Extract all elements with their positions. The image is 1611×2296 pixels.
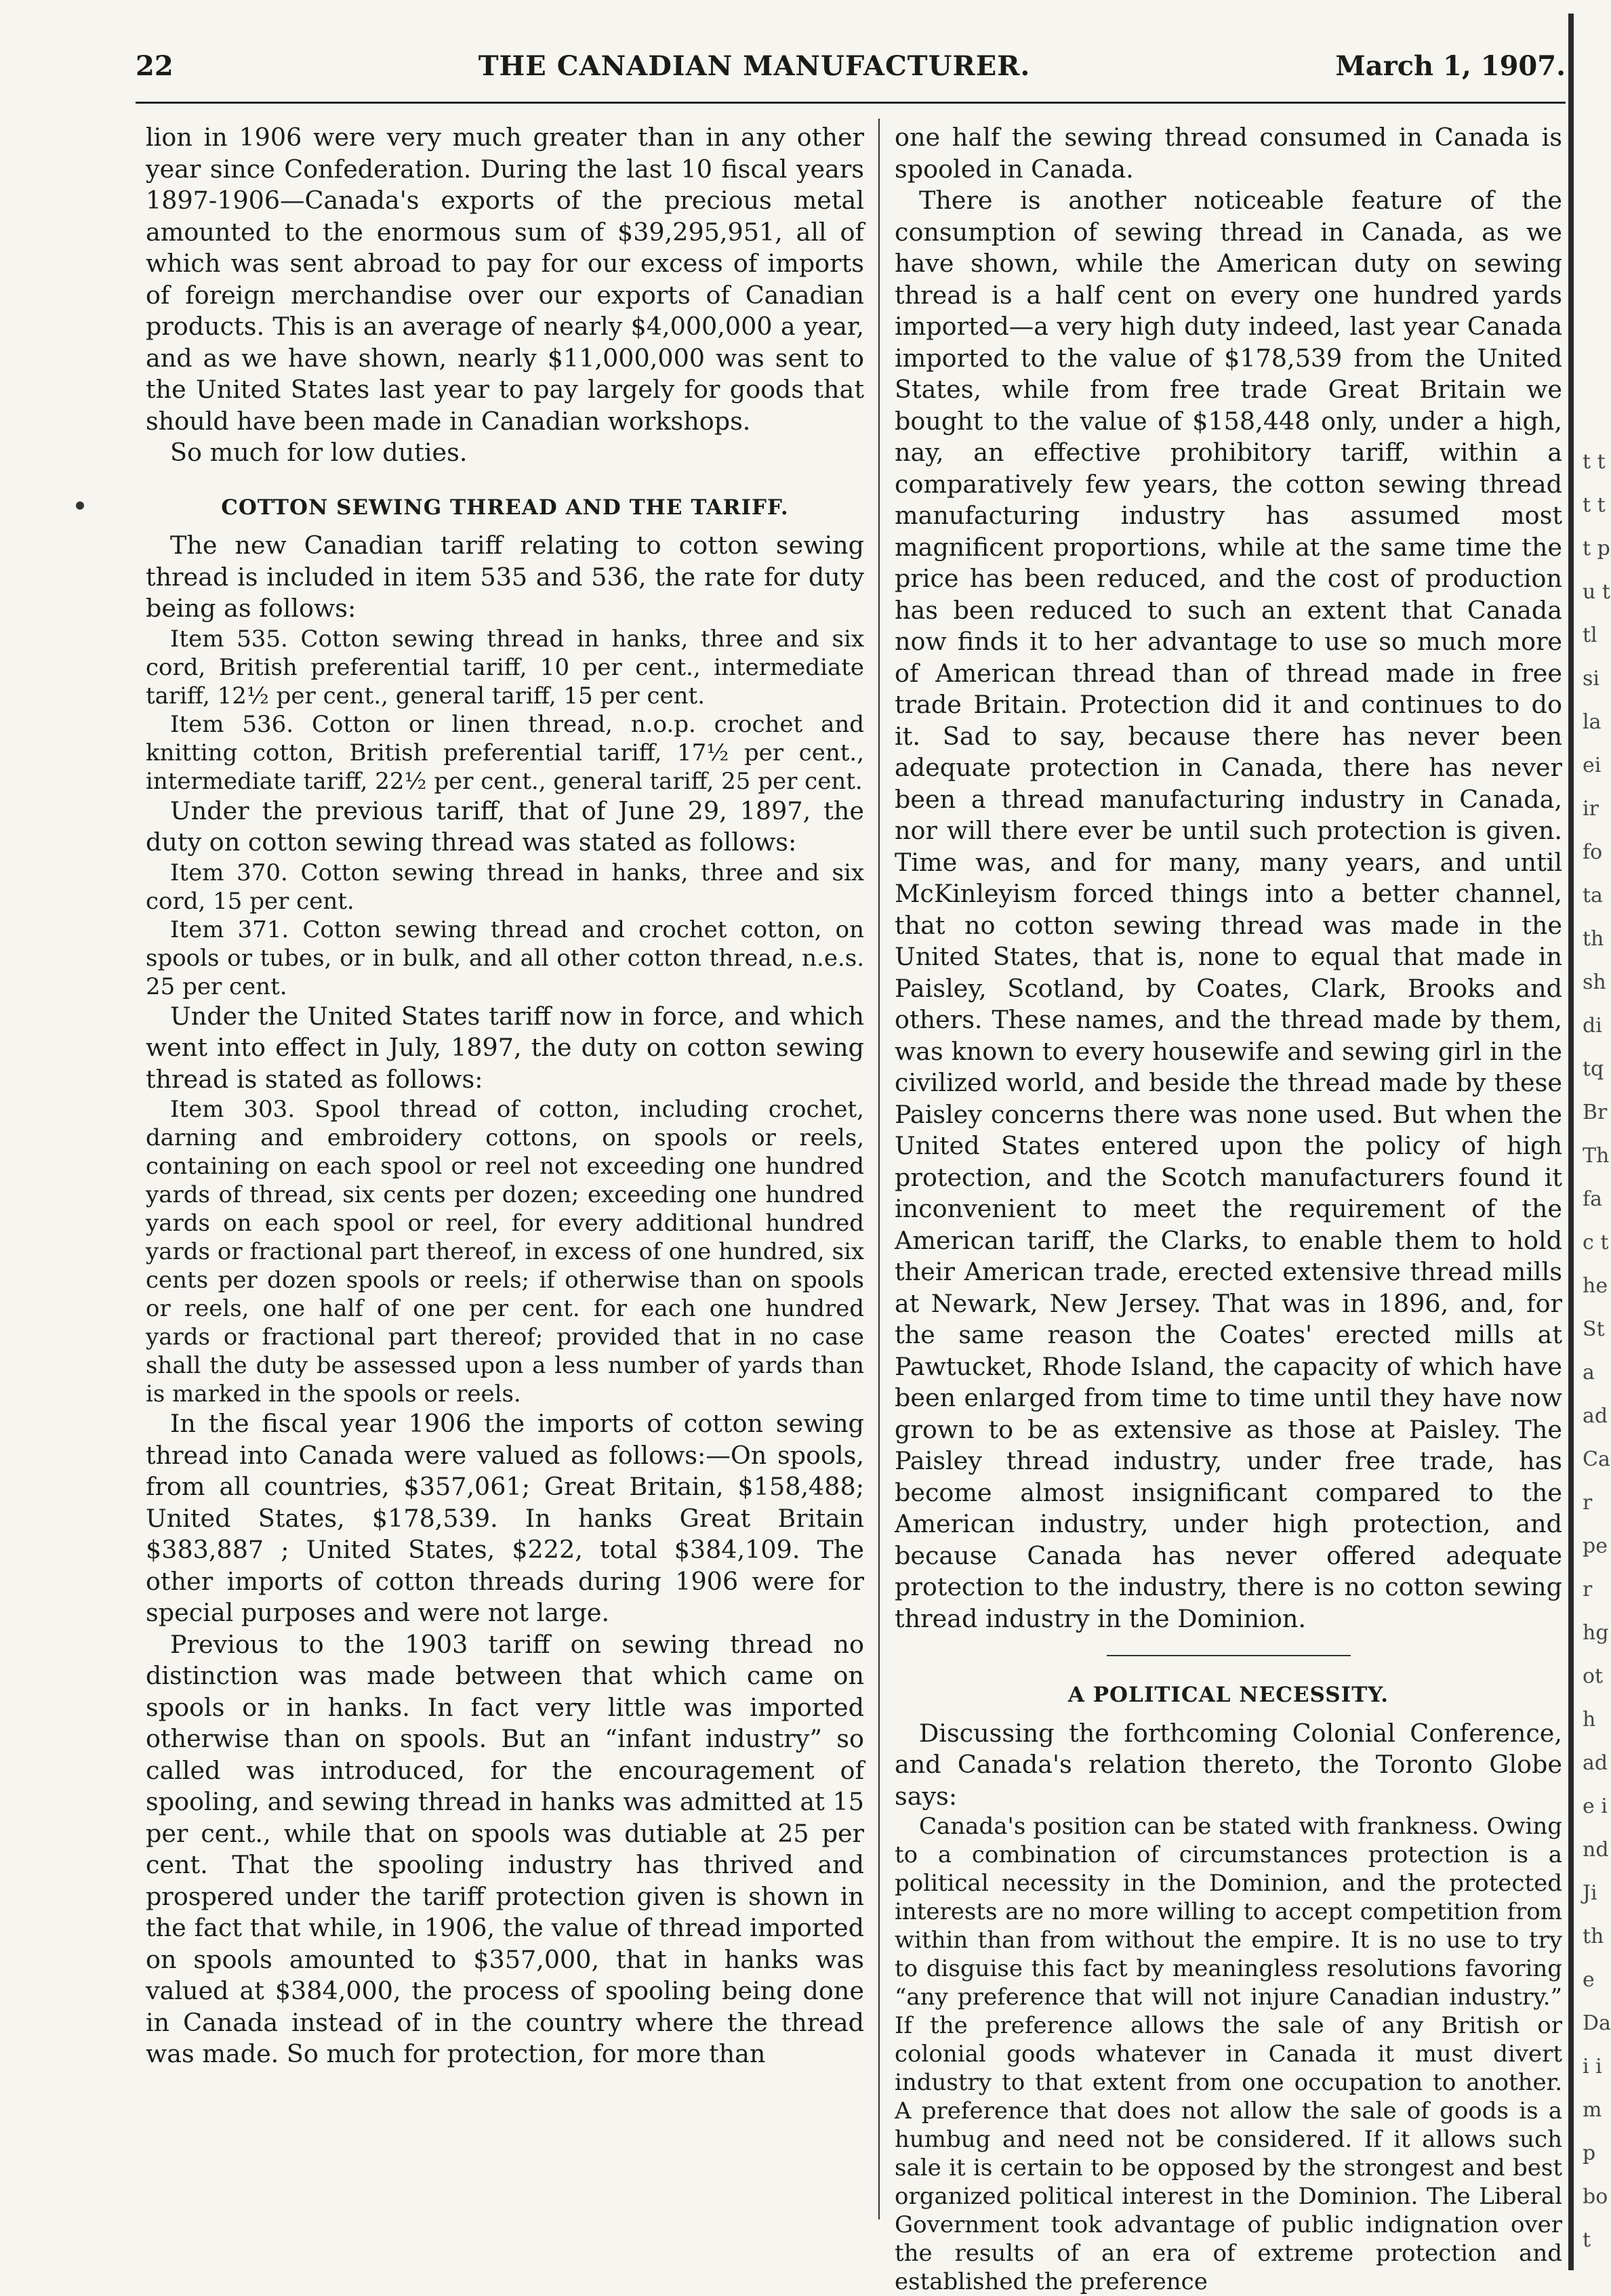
section-heading-thread: COTTON SEWING THREAD AND THE TARIFF.	[221, 495, 789, 520]
paragraph-low-duties: So much for low duties.	[170, 438, 468, 467]
item-370: Item 370. Cotton sewing thread in hanks, three and six cord, 15 per cent.	[146, 859, 864, 915]
margin-mark	[76, 501, 84, 510]
publication-title: THE CANADIAN MANUFACTURER.	[478, 49, 1031, 82]
paragraph-fiscal-1906: In the fiscal year 1906 the imports of cotton sewing thread into Canada were valued as follows:—On spools, from all countries, $357,061; Great Britain, $158,488; United States, $178,539. In hanks Great Britain $383,887 ; United States, $222, total $384,109. The other imports of cotton threads during 1906 were for special purposes and were not large.	[146, 1409, 864, 1627]
column-divider	[878, 119, 880, 2219]
section-divider	[1107, 1655, 1351, 1656]
quoted-globe-excerpt: Canada's position can be stated with frankness. Owing to a combination of circumstances protection is a political necessity in the Dominion, and the protected interests are no more willing to accept competition from within than from without the empire. It is no use to try to disguise this fact by meaningless resolutions favoring “any preference that will not injure Canadian industry.” If the preference allows the sale of any British or colonial goods whatever in Canada it must divert industry to that extent from one occupation to another. A preference that does not allow the sale of goods is a humbug and need not be considered. If it allows such sale it is certain to be opposed by the strongest and best organized political interest in the Dominion. The Liberal Government took advantage of public indignation over the results of an era of extreme protection and established the preference	[895, 1813, 1562, 2295]
paragraph-intro: lion in 1906 were very much greater than in any other year since Confederation. During the last 10 fiscal years 1897-1906—Canada's exports of the precious metal amounted to the enormous sum of $39,295,951, all of which was sent abroad to pay for our excess of imports of foreign merchandise over our exports of Canadian products. This is an average of nearly $4,000,000 a year, and as we have shown, nearly $11,000,000 was sent to the United States last year to pay largely for goods that should have been made in Canadian workshops.	[146, 123, 864, 436]
item-535: Item 535. Cotton sewing thread in hanks, three and six cord, British preferential tariff, 10 per cent., intermediate tariff, 12½ per cent., general tariff, 15 per cent.	[146, 625, 864, 710]
paragraph-noticeable-feature: There is another noticeable feature of the consumption of sewing thread in Canada, as we have shown, while the American duty on sewing thread is a half cent on every one hundred yards imported—a very high duty indeed, last year Canada imported to the value of $178,539 from the United States, while from free trade Great Britain we bought to the value of $158,448 only, under a high, nay, an effective prohibitory tariff, within a comparatively few years, the cotton sewing thread manufacturing industry has assumed most magnificent proportions, while at the same time the price has been reduced, and the cost of production has been reduced to such an extent that Canada now finds it to her advantage to use so much more of American thread than of thread made in free trade Britain. Protection did it and continues to do it. Sad to say, because there has never been adequate protection in Canada, there has never been a thread manufacturing industry in Canada, nor will there ever be until such protection is given. Time was, and for many, many years, and until McKinleyism forced things into a better channel, that no cotton sewing thread was made in the United States, that is, none to equal that made in Paisley, Scotland, by Coates, Clark, Brooks and others. These names, and the thread made by them, was known to every housewife and sewing girl in the civilized world, and beside the thread made by these Paisley concerns there was none used. But when the United States entered upon the policy of high protection, and the Scotch manufacturers found it inconvenient to meet the requirement of the American tariff, the Clarks, to enable them to hold their American trade, erected extensive thread mills at Newark, New Jersey. That was in 1896, and, for the same reason the Coates' erected mills at Pawtucket, Rhode Island, the capacity of which have been enlarged from time to time until they have now grown to be as extensive as those at Paisley. The Paisley thread industry, under free trade, has become almost insignificant compared to the American industry, under high protection, and because Canada has never offered adequate protection to the industry, there is no cotton sewing thread industry in the Dominion.	[895, 186, 1562, 1633]
left-column	[146, 122, 864, 2196]
right-column	[895, 122, 1562, 2295]
item-303: Item 303. Spool thread of cotton, including crochet, darning and embroidery cottons, on spools or reels, containing on each spool or reel not exceeding one hundred yards of thread, six cents per dozen; exceeding one hundred yards on each spool or reel, for every additional hundred yards or fractional part thereof, in excess of one hundred, six cents per dozen spools or reels; if otherwise than on spools or reels, one half of one per cent. for each one hundred yards or fractional part thereof; provided that in no case shall the duty be assessed upon a less number of yards than is marked in the spools or reels.	[146, 1096, 864, 1408]
paragraph-new-tariff: The new Canadian tariff relating to cotton sewing thread is included in item 535 and 536, the rate for duty being as follows:	[146, 531, 864, 623]
adjacent-page-fragments: t t t t t p u t tl si la ei ir fo ta th sh di tq Br Th fac the Sta ad Car per hg oth ade ind Ji the Dai imp bo t	[1583, 450, 1611, 2252]
paragraph-discussing: Discussing the forthcoming Colonial Conference, and Canada's relation thereto, the Toronto Globe says:	[895, 1718, 1562, 1811]
section-heading-political: A POLITICAL NECESSITY.	[1067, 1683, 1389, 1707]
page-number: 22	[136, 49, 174, 82]
binding-edge	[1568, 14, 1574, 2270]
item-536: Item 536. Cotton or linen thread, n.o.p. crochet and knitting cotton, British preferential tariff, 17½ per cent., intermediate tariff, 22½ per cent., general tariff, 25 per cent.	[146, 710, 864, 795]
item-371: Item 371. Cotton sewing thread and crochet cotton, on spools or tubes, or in bulk, and all other cotton thread, n.e.s. 25 per cent.	[146, 916, 864, 1000]
paragraph-us-tariff: Under the United States tariff now in force, and which went into effect in July, 1897, the duty on cotton sewing thread is stated as follows:	[146, 1001, 864, 1094]
page-header	[136, 35, 1566, 96]
issue-date: March 1, 1907.	[1335, 49, 1566, 82]
paragraph-previous-1903: Previous to the 1903 tariff on sewing thread no distinction was made between that which came on spools or in hanks. In fact very little was imported otherwise than on spools. But an “infant industry” so called was introduced, for the encouragement of spooling, and sewing thread in hanks was admitted at 15 per cent., while that on spools was dutiable at 25 per cent. That the spooling industry has thrived and prospered under the tariff protection given is shown in the fact that while, in 1906, the value of thread imported on spools amounted to $357,000, that in hanks was valued at $384,000, the process of spooling being done in Canada instead of in the country where the thread was made. So much for protection, for more than	[146, 1629, 864, 2068]
header-rule	[136, 102, 1566, 104]
paragraph-previous-tariff: Under the previous tariff, that of June 29, 1897, the duty on cotton sewing thread was stated as follows:	[146, 796, 864, 857]
paragraph-continued: one half the sewing thread consumed in Canada is spooled in Canada.	[895, 123, 1562, 184]
